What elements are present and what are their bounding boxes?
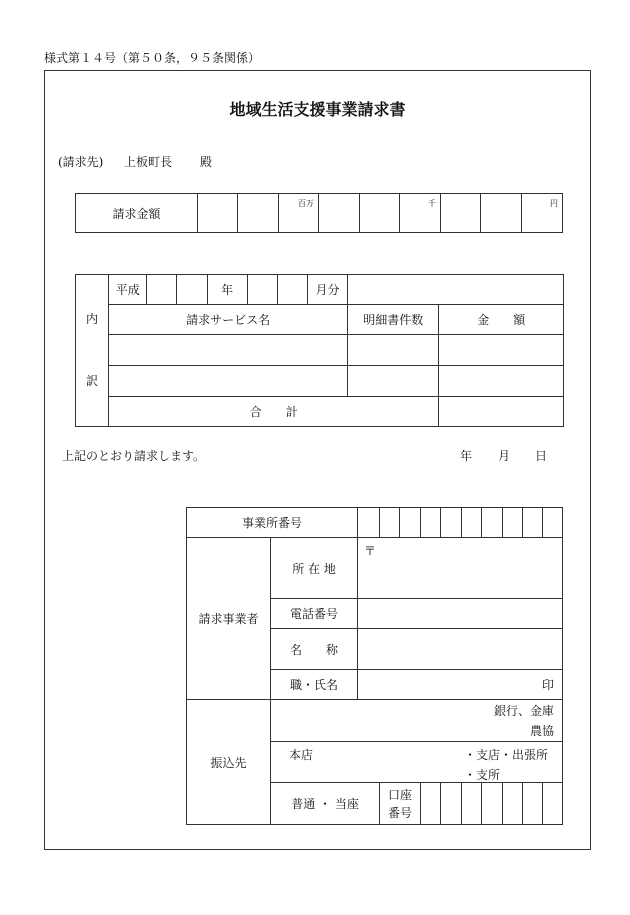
name-label: 名 称 [271,629,358,670]
month-part-label: 月分 [307,275,347,305]
office-number-cell[interactable] [503,508,523,538]
service-name-cell[interactable] [109,335,348,366]
col-service-name: 請求サービス名 [109,305,348,335]
account-digit-cell[interactable] [543,783,563,825]
title-name-label: 職・氏名 [271,670,358,700]
addressee-suffix: 殿 [200,155,213,169]
address-label: 所 在 地 [271,538,358,599]
office-number-cell[interactable] [421,508,441,538]
amount-cell[interactable] [439,335,564,366]
name-field[interactable] [358,629,563,670]
account-type-label[interactable]: 普通 ・ 当座 [271,783,380,825]
total-label: 合 計 [109,397,439,427]
unit-million: 百万 [279,194,319,233]
unit-yen: 円 [522,194,563,233]
coop-label: 農協 [530,723,555,738]
side-label-2: 訳 [86,374,99,389]
count-cell[interactable] [348,366,439,397]
amount-digit-cell[interactable] [360,194,400,233]
office-number-cell[interactable] [441,508,462,538]
form-number: 様式第１４号（第５０条，９５条関係） [44,51,261,65]
postal-mark: 〒 [364,544,377,558]
col-amount: 金 額 [439,305,564,335]
amount-digit-cell[interactable] [441,194,481,233]
period-blank [348,275,564,305]
branch-field[interactable] [271,742,563,783]
head-office-label: 本店 [289,748,314,762]
account-digit-cell[interactable] [441,783,462,825]
amount-digit-cell[interactable] [481,194,522,233]
addressee-name: 上板町長 [124,155,173,169]
provider-table [186,507,563,825]
branch-types: ・支店・出張所 [464,748,549,762]
bank-types: 銀行、金庫 [494,703,555,718]
office-number-cell[interactable] [543,508,563,538]
service-name-cell[interactable] [109,366,348,397]
amount-label: 請求金額 [76,194,198,233]
amount-digit-cell[interactable] [198,194,238,233]
form-title: 地域生活支援事業請求書 [229,100,406,119]
unit-thousand: 千 [400,194,441,233]
year-label: 年 [207,275,247,305]
era-year-cell[interactable] [177,275,207,305]
count-cell[interactable] [348,335,439,366]
breakdown-side-label [76,275,109,427]
date-month-label: 月 [498,449,511,463]
month-cell[interactable] [247,275,277,305]
amount-cell[interactable] [439,366,564,397]
address-field[interactable] [358,538,563,599]
phone-label: 電話番号 [271,599,358,629]
account-label-2: 番号 [388,805,413,820]
seal-mark: 印 [542,678,555,692]
era-label: 平成 [109,275,147,305]
bank-name-field[interactable] [271,700,563,742]
account-digit-cell[interactable] [503,783,523,825]
amount-table [75,193,563,233]
account-number-label [380,783,421,825]
col-count: 明細書件数 [348,305,439,335]
office-number-cell[interactable] [400,508,421,538]
addressee-prefix: (請求先) [58,155,104,169]
claimant-label: 請求事業者 [187,538,271,700]
request-statement: 上記のとおり請求します。 [62,449,206,463]
office-number-label: 事業所番号 [187,508,358,538]
account-digit-cell[interactable] [462,783,482,825]
office-number-cell[interactable] [482,508,503,538]
side-label-1: 内 [86,311,99,326]
account-digit-cell[interactable] [523,783,543,825]
office-number-cell[interactable] [358,508,380,538]
office-number-cell[interactable] [462,508,482,538]
era-year-cell[interactable] [147,275,177,305]
amount-digit-cell[interactable] [238,194,279,233]
title-name-field[interactable] [358,670,563,700]
account-digit-cell[interactable] [482,783,503,825]
amount-digit-cell[interactable] [319,194,360,233]
office-number-cell[interactable] [523,508,543,538]
account-label-1: 口座 [388,787,413,802]
total-amount-cell[interactable] [439,397,564,427]
office-number-cell[interactable] [380,508,400,538]
month-cell[interactable] [277,275,307,305]
date-day-label: 日 [535,449,548,463]
breakdown-table [75,274,564,427]
date-year-label: 年 [460,449,473,463]
phone-field[interactable] [358,599,563,629]
account-digit-cell[interactable] [421,783,441,825]
branch-label: ・支所 [464,768,501,782]
transfer-label: 振込先 [187,700,271,825]
